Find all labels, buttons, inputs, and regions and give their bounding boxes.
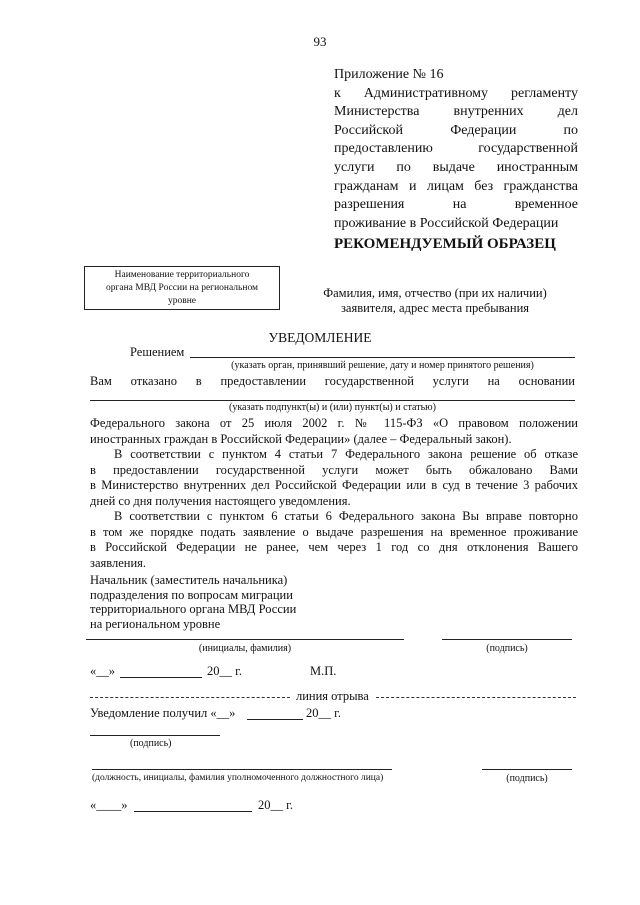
decision-hint: (указать орган, принявший решение, дату и номер принятого решения) (231, 360, 534, 371)
applicant-block (300, 286, 570, 316)
final-date-open: «____» (90, 798, 128, 812)
appendix-line: Министерства внутренних дел (334, 104, 578, 120)
body-line: в Министерство внутренних дел Российской Федерации или в суд в течение 3 рабочих (90, 478, 578, 492)
stamp-label: М.П. (310, 664, 337, 678)
refused-line: Вам отказано в предоставлении государственной услуги на основании (90, 374, 575, 388)
appendix-line: Российской Федерации по (334, 122, 578, 138)
body-line: иностранных граждан в Российской Федерации» (далее – Федеральный закон). (90, 431, 512, 446)
official-signature-line (482, 769, 572, 770)
official-line: территориального органа МВД России (90, 602, 297, 616)
official-line: подразделения по вопросам миграции (90, 587, 293, 602)
appendix-line: проживание в Российской Федерации (334, 215, 559, 231)
official-signature-label: (подпись) (506, 773, 548, 784)
date-year: 20__ г. (207, 664, 242, 678)
body-line: в предоставлении государственной услуги может быть обжаловано Вами (90, 462, 578, 477)
recipient-signature-label: (подпись) (130, 738, 172, 749)
appendix-line: разрешения на временное (334, 197, 578, 213)
final-date-year: 20__ г. (258, 798, 293, 812)
received-year: 20__ г. (306, 706, 341, 720)
signature-label: (подпись) (486, 643, 528, 654)
official-block (90, 573, 296, 631)
decision-label: Решением (130, 345, 185, 359)
initials-label: (инициалы, фамилия) (198, 643, 292, 654)
date-month-line (120, 677, 202, 678)
body-line: заявления. (90, 555, 147, 570)
body-line: в Российской Федерации не ранее, чем через 1 год со дня отклонения Вашего (90, 540, 578, 554)
body-line: дней со дня получения настоящего уведомления. (90, 493, 351, 508)
date-open: «__» (90, 664, 115, 678)
official-position-line (92, 769, 392, 770)
tear-dash-right (376, 697, 576, 698)
subparagraph-underline (90, 400, 575, 401)
initials-line (86, 639, 404, 640)
page-number: 93 (313, 34, 327, 49)
tear-dash-left (90, 697, 290, 698)
received-month-line (247, 719, 303, 720)
body-line: в том же порядке подать заявление о выдаче разрешения на временное проживание (90, 524, 578, 539)
official-position-label: (должность, инициалы, фамилия уполномоченного должностного лица) (92, 773, 384, 783)
signature-line (442, 639, 572, 640)
official-line: Начальник (заместитель начальника) (90, 573, 288, 587)
decision-underline (190, 357, 575, 358)
authority-line: уровне (167, 296, 197, 306)
authority-line: органа МВД России на региональном (105, 283, 259, 293)
appendix-title: Приложение № 16 (334, 67, 444, 82)
official-line: на региональном уровне (90, 616, 221, 631)
sample-heading: РЕКОМЕНДУЕМЫЙ ОБРАЗЕЦ (334, 236, 556, 252)
body-text (90, 416, 578, 571)
appendix-line: к Административному регламенту (334, 85, 578, 101)
subparagraph-hint: (указать подпункт(ы) и (или) пункт(ы) и статью) (229, 402, 436, 413)
authority-line: Наименование территориального (114, 270, 250, 280)
appendix-block (334, 66, 578, 233)
applicant-line: заявителя, адрес места пребывания (340, 301, 530, 315)
tear-line-label: линия отрыва (296, 689, 369, 703)
recipient-signature-line (90, 735, 220, 736)
appendix-line: услуги по выдаче иностранным (334, 159, 578, 175)
body-line: В соответствии с пунктом 6 статьи 6 Федерального закона Вы вправе повторно (114, 509, 578, 523)
received-text: Уведомление получил «__» (90, 706, 236, 720)
final-date-month-line (134, 811, 252, 812)
appendix-line: предоставлению государственной (334, 141, 578, 157)
body-line: В соответствии с пунктом 4 статьи 7 Федерального закона решение об отказе (114, 447, 578, 461)
applicant-line: Фамилия, имя, отчество (при их наличии) (323, 286, 547, 300)
body-line: Федерального закона от 25 июля 2002 г. № 115-ФЗ «О правовом положении (90, 416, 578, 430)
appendix-line: гражданам и лицам без гражданства (334, 178, 578, 194)
authority-box (84, 266, 280, 310)
notice-title: УВЕДОМЛЕНИЕ (268, 330, 372, 345)
